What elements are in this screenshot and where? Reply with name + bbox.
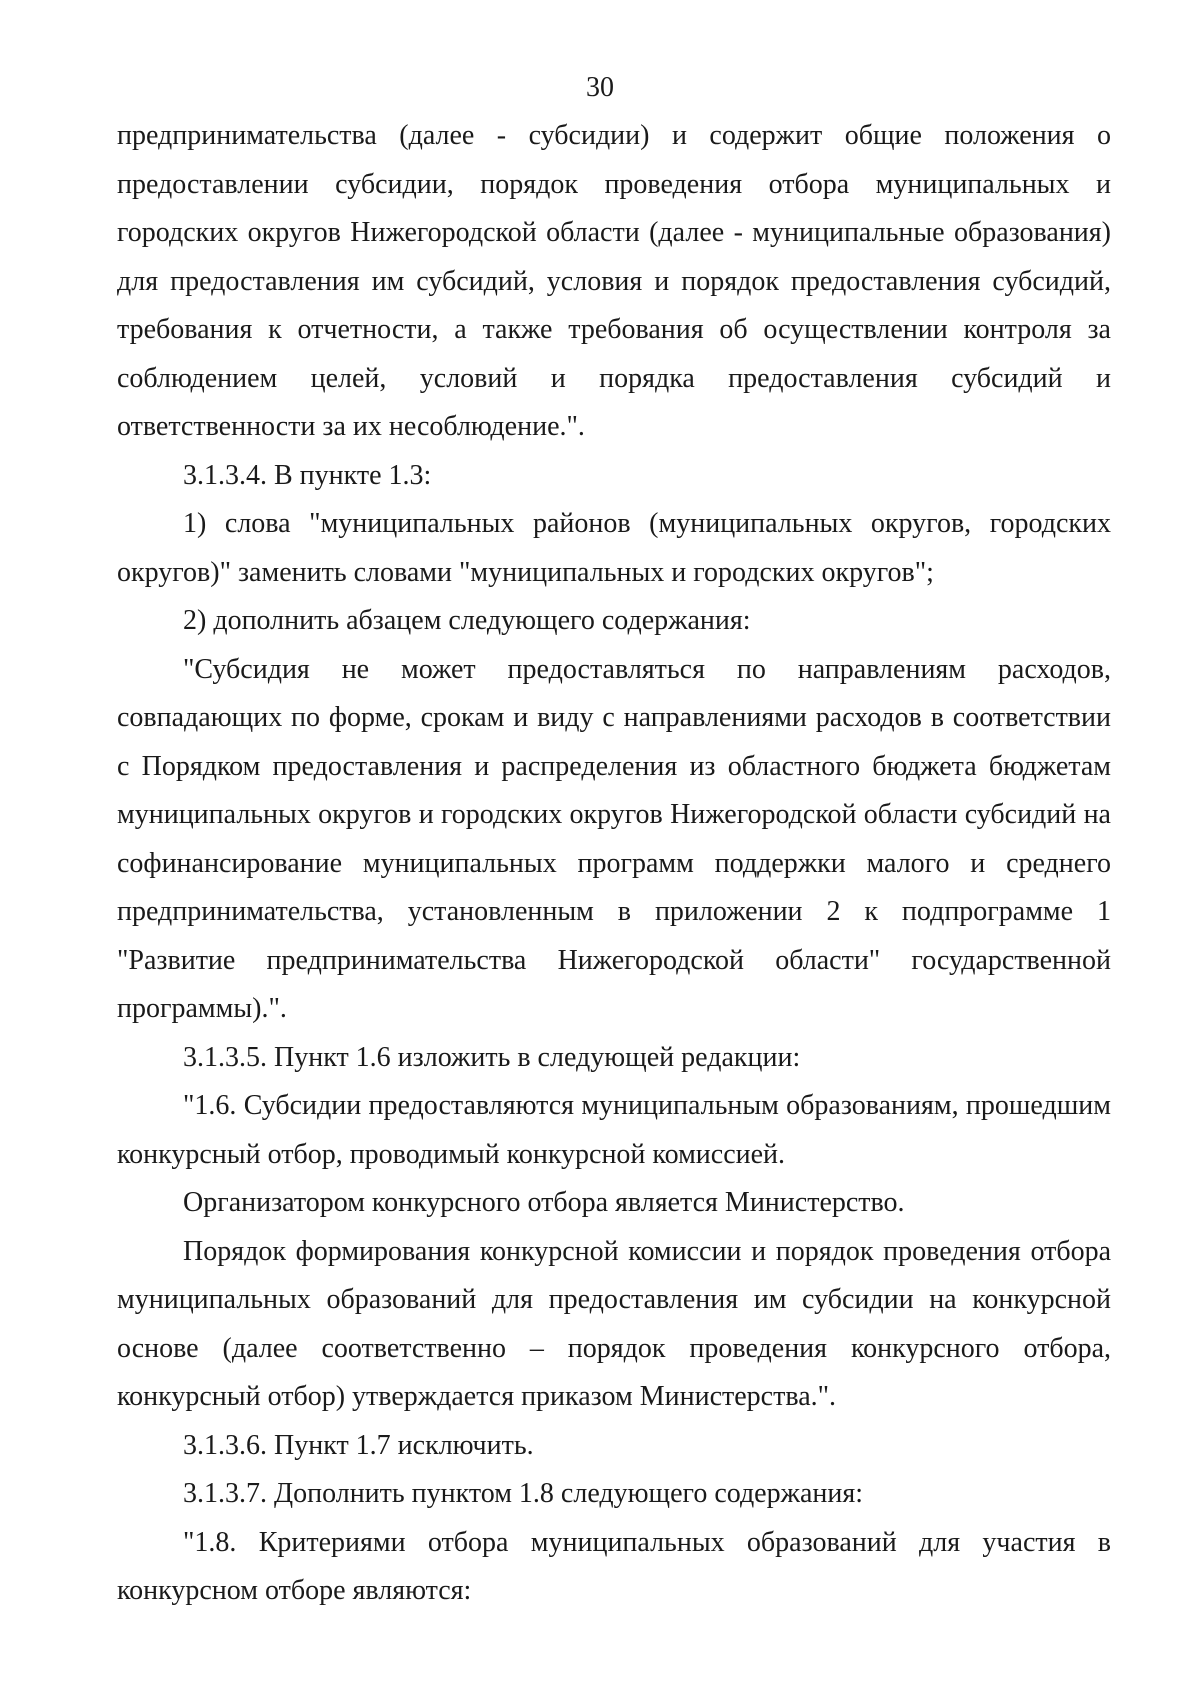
- paragraph-continuation: предпринимательства (далее - субсидии) и содержит общие положения о предоставлении субсидии, порядок проведения отбора муниципальных и городских округов Нижегородской области (далее - муниципальные образования) для предоставления им субсидий, условия и порядок предоставления субсидий, требования к отчетности, а также требования об осуществлении контроля за соблюдением целей, условий и порядка предоставления субсидий и ответственности за их несоблюдение.".: [117, 120, 1111, 442]
- paragraph-commission-order: Порядок формирования конкурсной комиссии и порядок проведения отбора муниципальных образований для предоставления им субсидии на конкурсной основе (далее соответственно – порядок проведения конкурсного отбора, конкурсный отбор) утверждается приказом Министерства.".: [117, 1235, 1111, 1412]
- page-number: 30: [586, 72, 614, 103]
- paragraph-organizer: Организатором конкурсного отбора является Министерство.: [183, 1187, 905, 1218]
- paragraph-clause-3-1-3-7: 3.1.3.7. Дополнить пунктом 1.8 следующего содержания:: [183, 1478, 864, 1509]
- paragraph-item-1: 1) слова "муниципальных районов (муниципальных округов, городских округов)" заменить словами "муниципальных и городских округов";: [117, 508, 1111, 588]
- paragraph-point-1-8: "1.8. Критериями отбора муниципальных образований для участия в конкурсном отборе являются:: [117, 1526, 1111, 1606]
- paragraph-subsidy-restriction: "Субсидия не может предоставляться по направлениям расходов, совпадающих по форме, срокам и виду с направлениями расходов в соответствии с Порядком предоставления и распределения из областного бюджета бюджетам муниципальных округов и городских округов Нижегородской области субсидий на софинансирование муниципальных программ поддержки малого и среднего предпринимательства, установленным в приложении 2 к подпрограмме 1 "Развитие предпринимательства Нижегородской области" государственной программы).".: [117, 653, 1111, 1024]
- paragraph-item-2: 2) дополнить абзацем следующего содержания:: [183, 605, 751, 636]
- paragraph-clause-3-1-3-4: 3.1.3.4. В пункте 1.3:: [183, 459, 432, 491]
- document-body: [117, 112, 1111, 1616]
- paragraph-clause-3-1-3-6: 3.1.3.6. Пункт 1.7 исключить.: [183, 1429, 534, 1461]
- paragraph-clause-3-1-3-5: 3.1.3.5. Пункт 1.6 изложить в следующей редакции:: [183, 1041, 801, 1073]
- paragraph-point-1-6: "1.6. Субсидии предоставляются муниципальным образованиям, прошедшим конкурсный отбор, проводимый конкурсной комиссией.: [117, 1090, 1111, 1170]
